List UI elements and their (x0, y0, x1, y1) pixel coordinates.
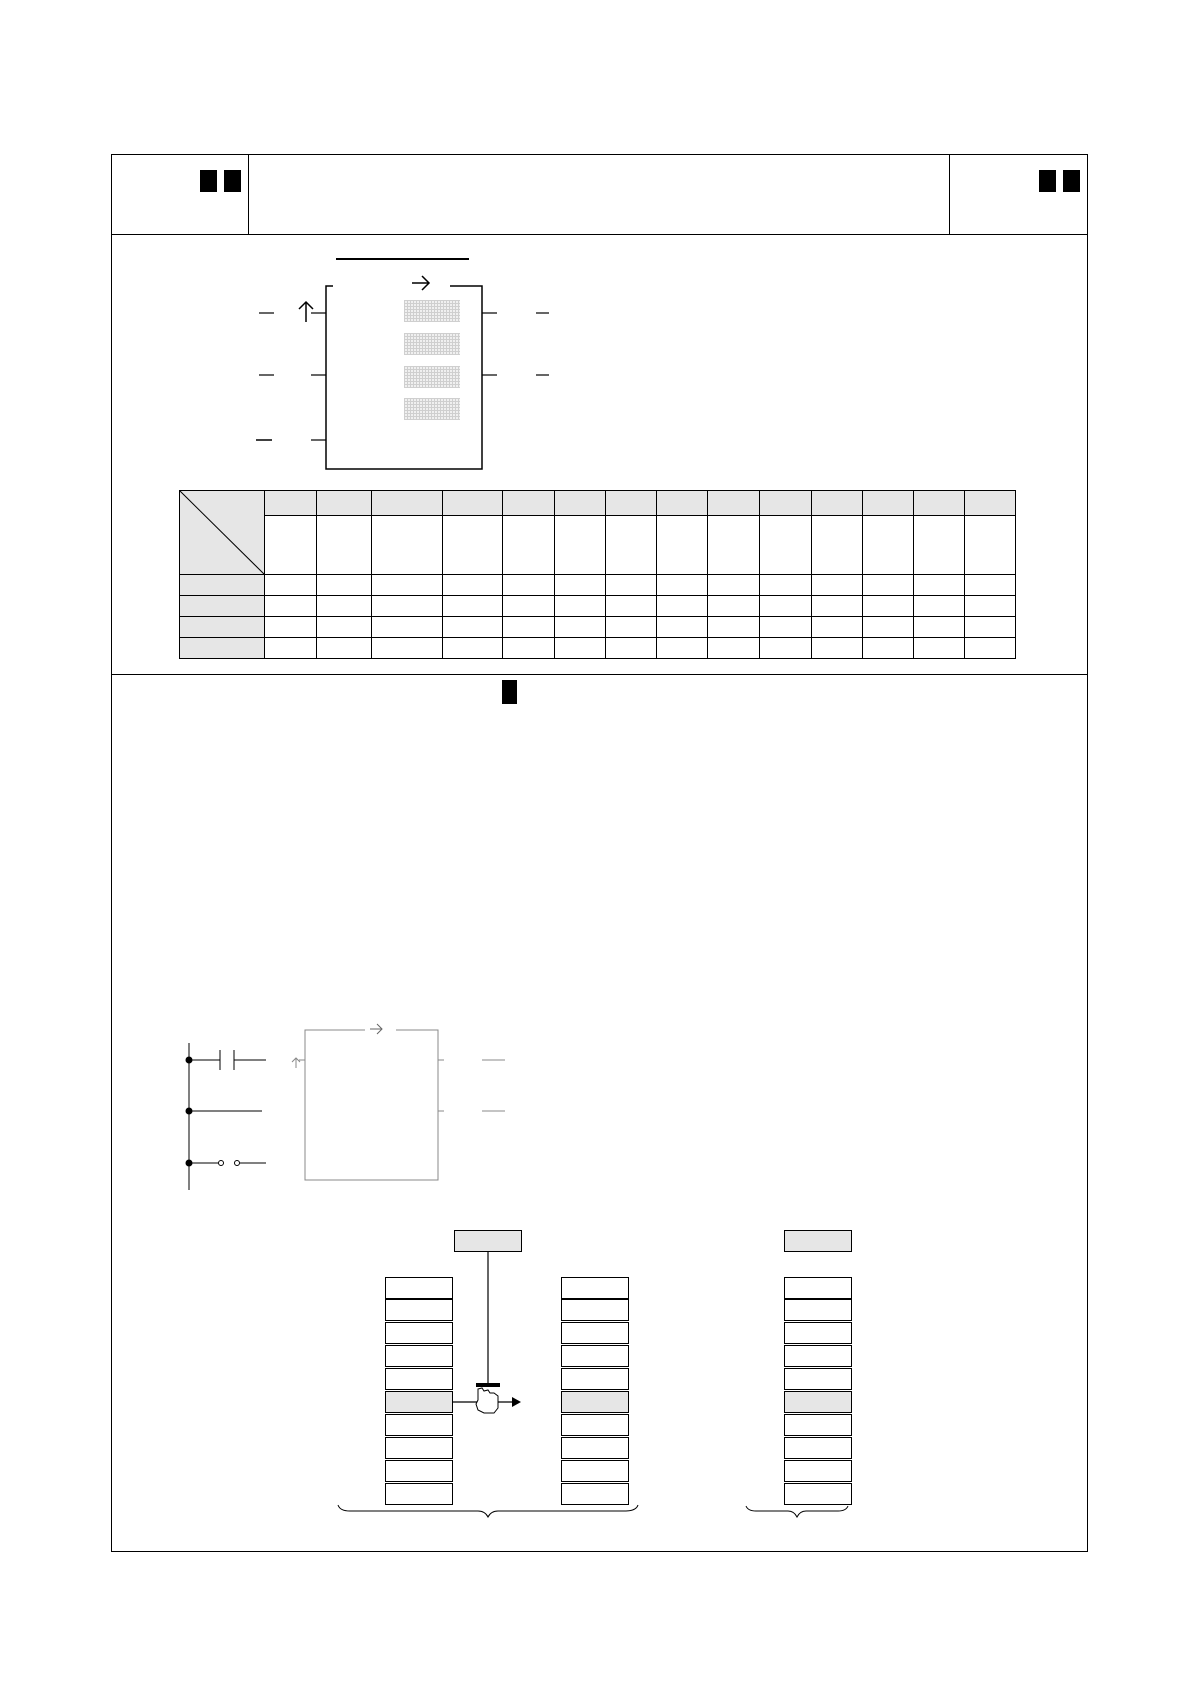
hand-pointer-icon (476, 1388, 498, 1413)
